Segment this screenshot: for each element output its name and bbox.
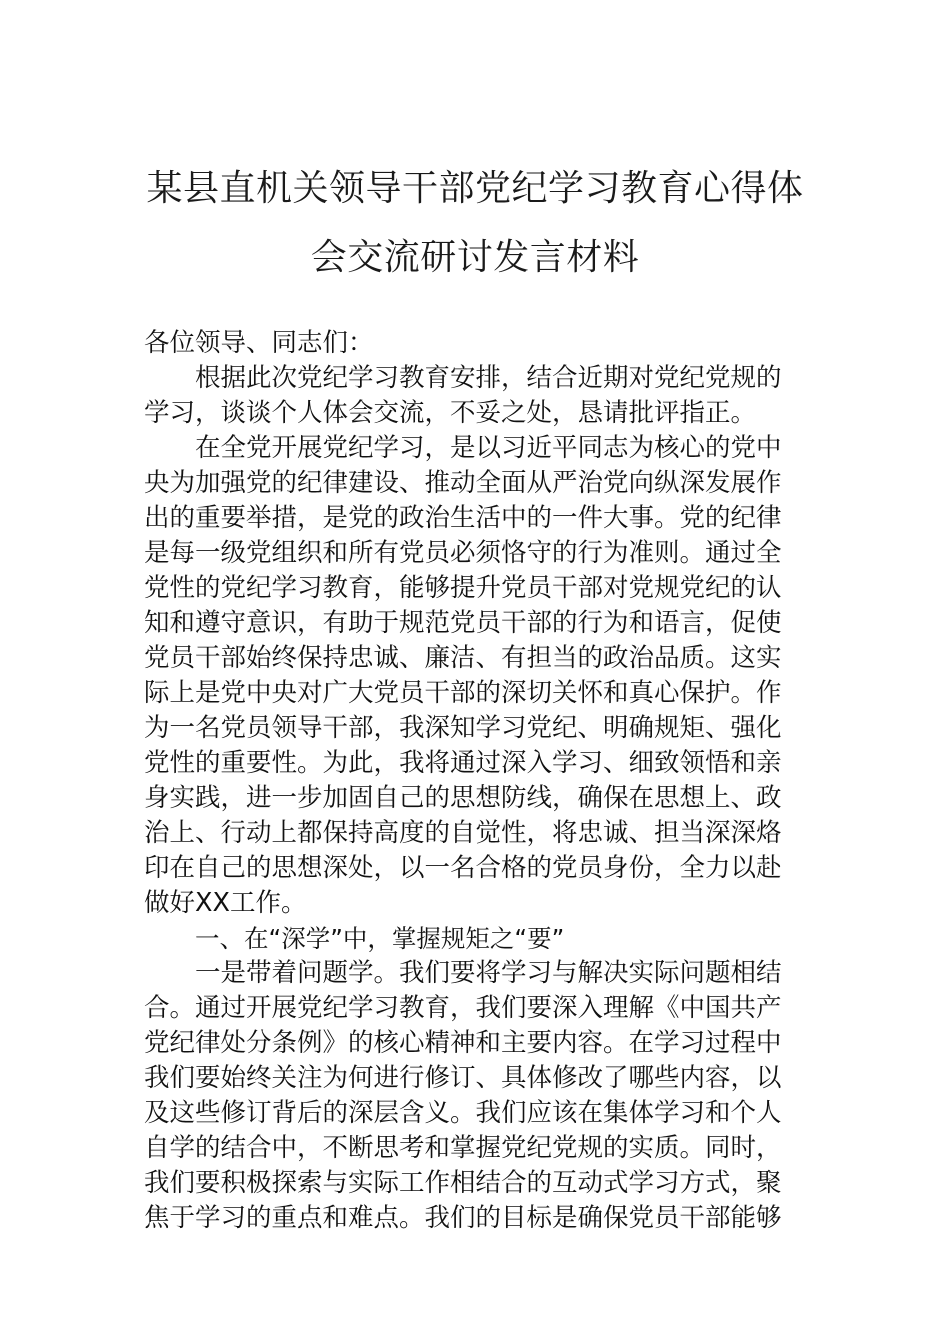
document-body <box>144 326 814 1236</box>
section-heading: 一、在“深学”中，掌握规矩之“要” <box>195 924 565 953</box>
paragraph-line: 在全党开展党纪学习，是以习近平同志为核心的党中 <box>195 433 782 463</box>
paragraph-line: 为一名党员领导干部，我深知学习党纪、明确规矩、强化 <box>144 713 782 743</box>
paragraph-line: 党纪律处分条例》的核心精神和主要内容。在学习过程中 <box>144 1028 782 1058</box>
paragraph-line: 央为加强党的纪律建设、推动全面从严治党向纵深发展作 <box>144 468 782 498</box>
paragraph-line: 际上是党中央对广大党员干部的深切关怀和真心保护。作 <box>144 678 782 708</box>
document-title-line-2: 会交流研讨发言材料 <box>310 237 640 278</box>
paragraph-line: 党性的重要性。为此，我将通过深入学习、细致领悟和亲 <box>144 748 782 778</box>
paragraph-line: 及这些修订背后的深层含义。我们应该在集体学习和个人 <box>144 1098 782 1128</box>
document-title-line-1: 某县直机关领导干部党纪学习教育心得体 <box>146 168 804 209</box>
paragraph-line: 党员干部始终保持忠诚、廉洁、有担当的政治品质。这实 <box>144 643 782 673</box>
paragraph-line: 治上、行动上都保持高度的自觉性，将忠诚、担当深深烙 <box>144 818 782 848</box>
paragraph-line: 印在自己的思想深处，以一名合格的党员身份，全力以赴 <box>144 853 782 883</box>
paragraph-line: 做好XX工作。 <box>144 888 307 918</box>
paragraph-line: 出的重要举措，是党的政治生活中的一件大事。党的纪律 <box>144 503 782 533</box>
paragraph-line: 根据此次党纪学习教育安排，结合近期对党纪党规的 <box>195 363 782 393</box>
paragraph-line: 知和遵守意识，有助于规范党员干部的行为和语言，促使 <box>144 608 782 638</box>
paragraph-line: 一是带着问题学。我们要将学习与解决实际问题相结 <box>195 958 782 988</box>
salutation: 各位领导、同志们： <box>144 328 374 358</box>
paragraph-line: 焦于学习的重点和难点。我们的目标是确保党员干部能够 <box>144 1203 782 1233</box>
paragraph-line: 合。通过开展党纪学习教育，我们要深入理解《中国共产 <box>144 993 782 1023</box>
paragraph-line: 是每一级党组织和所有党员必须恪守的行为准则。通过全 <box>144 538 782 568</box>
paragraph-line: 我们要始终关注为何进行修订、具体修改了哪些内容，以 <box>144 1063 782 1093</box>
paragraph-line: 党性的党纪学习教育，能够提升党员干部对党规党纪的认 <box>144 573 782 603</box>
paragraph-line: 身实践，进一步加固自己的思想防线，确保在思想上、政 <box>144 783 782 813</box>
paragraph-line: 自学的结合中，不断思考和掌握党纪党规的实质。同时， <box>144 1133 782 1163</box>
paragraph-line: 我们要积极探索与实际工作相结合的互动式学习方式，聚 <box>144 1168 782 1198</box>
paragraph-line: 学习，谈谈个人体会交流，不妥之处，恳请批评指正。 <box>144 398 757 428</box>
